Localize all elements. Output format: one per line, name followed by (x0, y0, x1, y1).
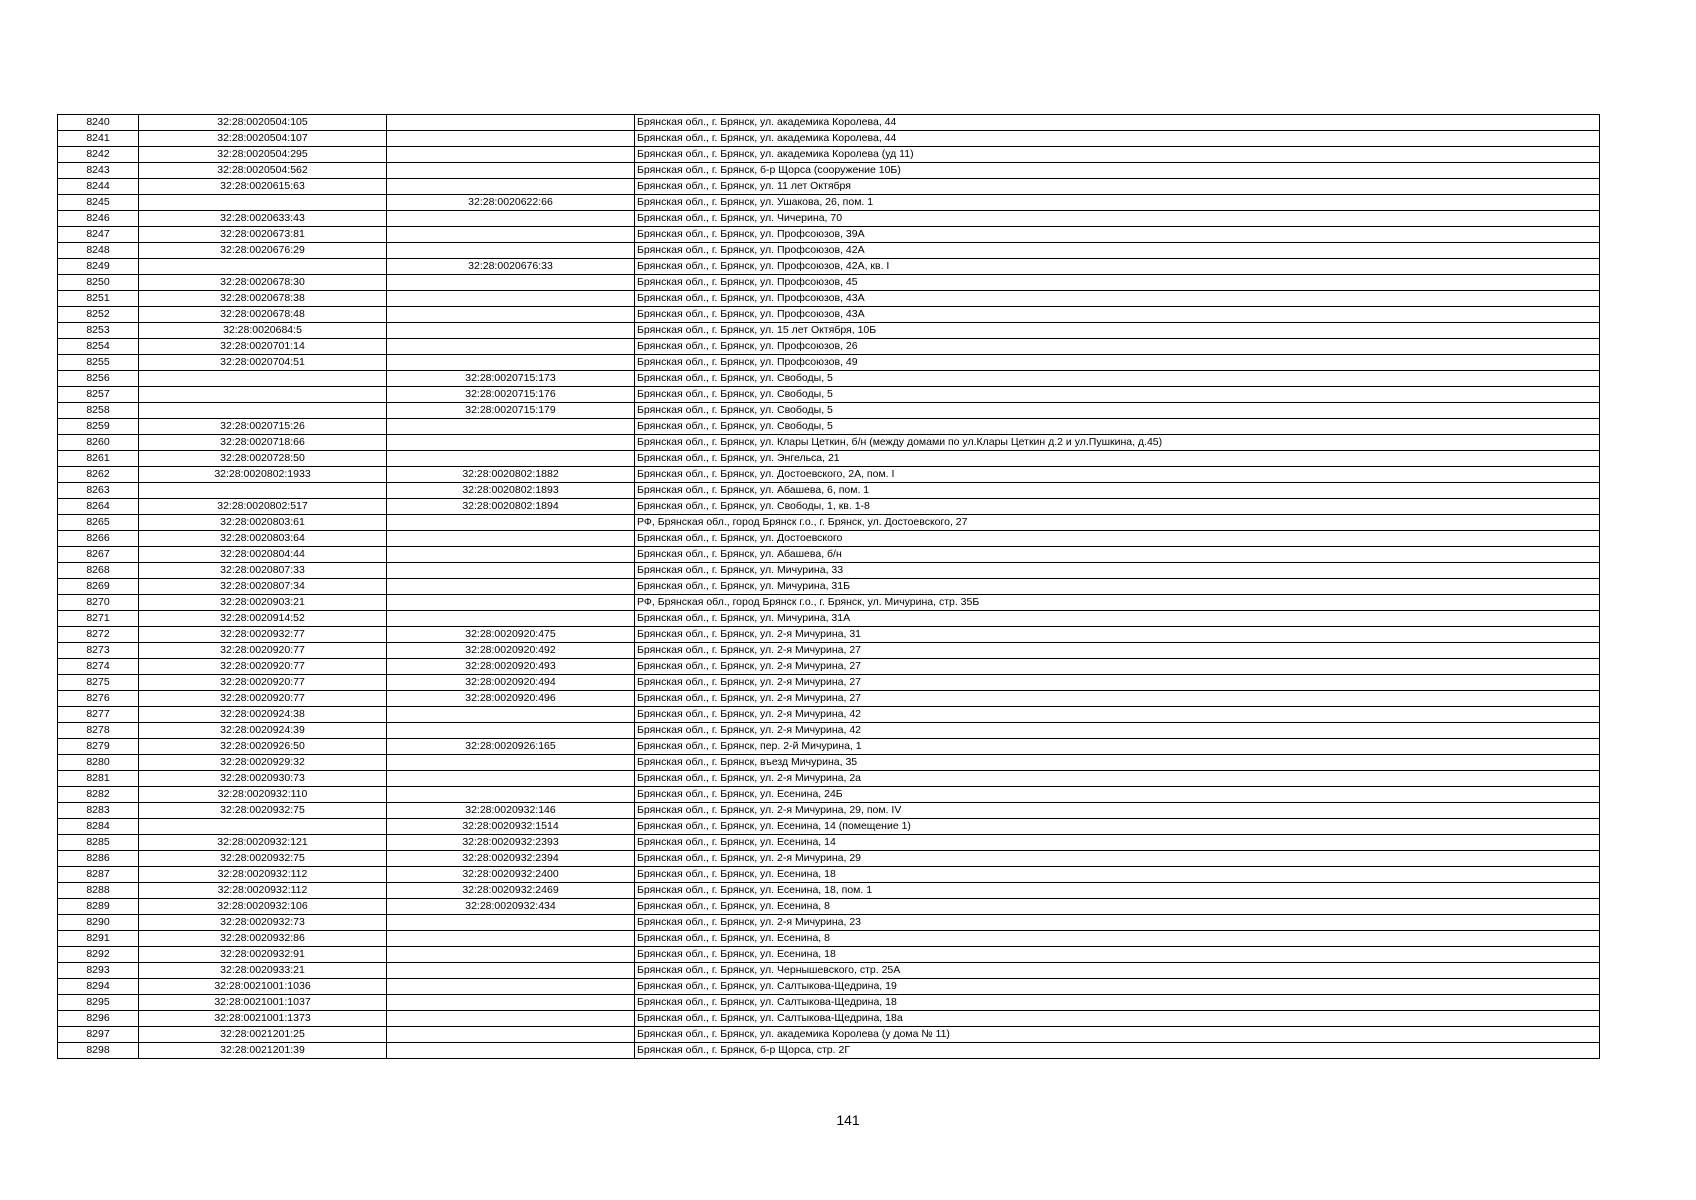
table-row (58, 611, 1600, 627)
land-cadastral-number-cell: 32:28:0020926:50 (139, 739, 387, 755)
table-row (58, 595, 1600, 611)
object-cadastral-number-cell (387, 323, 635, 339)
row-number-cell: 8276 (58, 691, 139, 707)
land-cadastral-number-cell: 32:28:0020715:26 (139, 419, 387, 435)
row-number-cell: 8290 (58, 915, 139, 931)
table-row (58, 787, 1600, 803)
land-cadastral-number-cell: 32:28:0020932:75 (139, 803, 387, 819)
address-cell: Брянская обл., г. Брянск, ул. 11 лет Октября (635, 179, 1600, 195)
row-number-cell: 8266 (58, 531, 139, 547)
table-row (58, 1043, 1600, 1059)
table-row (58, 899, 1600, 915)
object-cadastral-number-cell (387, 515, 635, 531)
table-row (58, 179, 1600, 195)
table-row (58, 915, 1600, 931)
table-row (58, 515, 1600, 531)
object-cadastral-number-cell (387, 915, 635, 931)
object-cadastral-number-cell (387, 275, 635, 291)
address-cell: Брянская обл., г. Брянск, ул. Чернышевского, стр. 25А (635, 963, 1600, 979)
table-row (58, 131, 1600, 147)
address-cell: Брянская обл., г. Брянск, ул. Свободы, 5 (635, 403, 1600, 419)
land-cadastral-number-cell: 32:28:0020804:44 (139, 547, 387, 563)
land-cadastral-number-cell: 32:28:0020802:517 (139, 499, 387, 515)
row-number-cell: 8294 (58, 979, 139, 995)
address-cell: Брянская обл., г. Брянск, ул. Профсоюзов, 42А, кв. I (635, 259, 1600, 275)
object-cadastral-number-cell (387, 787, 635, 803)
address-cell: Брянская обл., г. Брянск, ул. 2-я Мичурина, 27 (635, 643, 1600, 659)
land-cadastral-number-cell: 32:28:0021001:1037 (139, 995, 387, 1011)
address-cell: Брянская обл., г. Брянск, ул. академика Королева (у дома № 11) (635, 1027, 1600, 1043)
land-cadastral-number-cell: 32:28:0020920:77 (139, 659, 387, 675)
row-number-cell: 8279 (58, 739, 139, 755)
row-number-cell: 8278 (58, 723, 139, 739)
land-cadastral-number-cell: 32:28:0020920:77 (139, 691, 387, 707)
row-number-cell: 8292 (58, 947, 139, 963)
address-cell: Брянская обл., г. Брянск, ул. Чичерина, 70 (635, 211, 1600, 227)
address-cell: Брянская обл., г. Брянск, б-р Щорса (сооружение 10Б) (635, 163, 1600, 179)
address-cell: Брянская обл., г. Брянск, ул. академика Королева, 44 (635, 131, 1600, 147)
object-cadastral-number-cell (387, 227, 635, 243)
table-row (58, 419, 1600, 435)
address-cell: Брянская обл., г. Брянск, ул. 2-я Мичурина, 27 (635, 659, 1600, 675)
land-cadastral-number-cell (139, 195, 387, 211)
row-number-cell: 8264 (58, 499, 139, 515)
table-row (58, 659, 1600, 675)
address-cell: Брянская обл., г. Брянск, ул. Клары Цеткин, б/н (между домами по ул.Клары Цеткин д.2 и ул.Пушкина, д.45) (635, 435, 1600, 451)
land-cadastral-number-cell: 32:28:0021201:39 (139, 1043, 387, 1059)
address-cell: Брянская обл., г. Брянск, б-р Щорса, стр. 2Г (635, 1043, 1600, 1059)
table-row (58, 867, 1600, 883)
table-row (58, 467, 1600, 483)
address-cell: Брянская обл., г. Брянск, ул. 2-я Мичурина, 2а (635, 771, 1600, 787)
table-row (58, 1027, 1600, 1043)
object-cadastral-number-cell (387, 995, 635, 1011)
address-cell: Брянская обл., г. Брянск, ул. Профсоюзов, 26 (635, 339, 1600, 355)
row-number-cell: 8246 (58, 211, 139, 227)
row-number-cell: 8259 (58, 419, 139, 435)
land-cadastral-number-cell: 32:28:0021001:1036 (139, 979, 387, 995)
land-cadastral-number-cell: 32:28:0020932:112 (139, 883, 387, 899)
land-cadastral-number-cell (139, 483, 387, 499)
row-number-cell: 8284 (58, 819, 139, 835)
object-cadastral-number-cell: 32:28:0020926:165 (387, 739, 635, 755)
row-number-cell: 8295 (58, 995, 139, 1011)
row-number-cell: 8247 (58, 227, 139, 243)
row-number-cell: 8272 (58, 627, 139, 643)
address-cell: Брянская обл., г. Брянск, ул. академика Королева, 44 (635, 115, 1600, 131)
land-cadastral-number-cell: 32:28:0020704:51 (139, 355, 387, 371)
land-cadastral-number-cell: 32:28:0020802:1933 (139, 467, 387, 483)
address-cell: Брянская обл., г. Брянск, ул. Свободы, 1, кв. 1-8 (635, 499, 1600, 515)
table-row (58, 563, 1600, 579)
address-cell: Брянская обл., г. Брянск, ул. Профсоюзов, 42А (635, 243, 1600, 259)
object-cadastral-number-cell (387, 595, 635, 611)
table-row (58, 163, 1600, 179)
row-number-cell: 8258 (58, 403, 139, 419)
address-cell: Брянская обл., г. Брянск, ул. Абашева, б/н (635, 547, 1600, 563)
address-cell: Брянская обл., г. Брянск, ул. Профсоюзов, 45 (635, 275, 1600, 291)
row-number-cell: 8261 (58, 451, 139, 467)
address-cell: Брянская обл., г. Брянск, ул. Есенина, 8 (635, 931, 1600, 947)
row-number-cell: 8252 (58, 307, 139, 323)
address-cell: Брянская обл., г. Брянск, ул. Есенина, 18 (635, 947, 1600, 963)
table-row (58, 803, 1600, 819)
table-row (58, 211, 1600, 227)
row-number-cell: 8256 (58, 371, 139, 387)
row-number-cell: 8268 (58, 563, 139, 579)
object-cadastral-number-cell (387, 547, 635, 563)
land-cadastral-number-cell: 32:28:0020728:50 (139, 451, 387, 467)
address-cell: Брянская обл., г. Брянск, ул. 2-я Мичурина, 27 (635, 691, 1600, 707)
address-cell: Брянская обл., г. Брянск, ул. 2-я Мичурина, 31 (635, 627, 1600, 643)
land-cadastral-number-cell: 32:28:0020633:43 (139, 211, 387, 227)
object-cadastral-number-cell (387, 579, 635, 595)
address-cell: Брянская обл., г. Брянск, ул. Свободы, 5 (635, 419, 1600, 435)
table-row (58, 387, 1600, 403)
object-cadastral-number-cell: 32:28:0020920:494 (387, 675, 635, 691)
land-cadastral-number-cell: 32:28:0020929:32 (139, 755, 387, 771)
object-cadastral-number-cell (387, 979, 635, 995)
table-row (58, 771, 1600, 787)
land-cadastral-number-cell: 32:28:0020920:77 (139, 675, 387, 691)
row-number-cell: 8242 (58, 147, 139, 163)
object-cadastral-number-cell (387, 115, 635, 131)
address-cell: Брянская обл., г. Брянск, ул. Свободы, 5 (635, 387, 1600, 403)
row-number-cell: 8269 (58, 579, 139, 595)
table-row (58, 147, 1600, 163)
table-row (58, 675, 1600, 691)
land-cadastral-number-cell: 32:28:0020718:66 (139, 435, 387, 451)
object-cadastral-number-cell: 32:28:0020932:2400 (387, 867, 635, 883)
row-number-cell: 8298 (58, 1043, 139, 1059)
land-cadastral-number-cell: 32:28:0020678:30 (139, 275, 387, 291)
table-row (58, 739, 1600, 755)
land-cadastral-number-cell: 32:28:0020932:91 (139, 947, 387, 963)
row-number-cell: 8253 (58, 323, 139, 339)
row-number-cell: 8255 (58, 355, 139, 371)
land-cadastral-number-cell: 32:28:0020932:110 (139, 787, 387, 803)
table-row (58, 531, 1600, 547)
table-row (58, 1011, 1600, 1027)
object-cadastral-number-cell (387, 755, 635, 771)
object-cadastral-number-cell: 32:28:0020622:66 (387, 195, 635, 211)
land-cadastral-number-cell (139, 403, 387, 419)
address-cell: Брянская обл., г. Брянск, ул. 2-я Мичурина, 29, пом. IV (635, 803, 1600, 819)
land-cadastral-number-cell: 32:28:0020932:75 (139, 851, 387, 867)
land-cadastral-number-cell: 32:28:0020615:63 (139, 179, 387, 195)
object-cadastral-number-cell: 32:28:0020676:33 (387, 259, 635, 275)
address-cell: Брянская обл., г. Брянск, ул. Мичурина, 31А (635, 611, 1600, 627)
row-number-cell: 8297 (58, 1027, 139, 1043)
row-number-cell: 8287 (58, 867, 139, 883)
land-cadastral-number-cell: 32:28:0020504:562 (139, 163, 387, 179)
land-cadastral-number-cell: 32:28:0020504:105 (139, 115, 387, 131)
object-cadastral-number-cell (387, 211, 635, 227)
land-cadastral-number-cell: 32:28:0021001:1373 (139, 1011, 387, 1027)
row-number-cell: 8271 (58, 611, 139, 627)
table-row (58, 947, 1600, 963)
table-row (58, 291, 1600, 307)
table-row (58, 483, 1600, 499)
address-cell: Брянская обл., г. Брянск, ул. 15 лет Октября, 10Б (635, 323, 1600, 339)
land-cadastral-number-cell: 32:28:0020932:73 (139, 915, 387, 931)
land-cadastral-number-cell: 32:28:0020504:295 (139, 147, 387, 163)
land-cadastral-number-cell: 32:28:0020924:39 (139, 723, 387, 739)
table-row (58, 227, 1600, 243)
address-cell: Брянская обл., г. Брянск, ул. Есенина, 14 (635, 835, 1600, 851)
object-cadastral-number-cell: 32:28:0020920:493 (387, 659, 635, 675)
land-cadastral-number-cell: 32:28:0020676:29 (139, 243, 387, 259)
object-cadastral-number-cell: 32:28:0020802:1882 (387, 467, 635, 483)
row-number-cell: 8289 (58, 899, 139, 915)
page-number: 141 (836, 1112, 860, 1128)
table-row (58, 723, 1600, 739)
object-cadastral-number-cell (387, 355, 635, 371)
object-cadastral-number-cell (387, 179, 635, 195)
row-number-cell: 8249 (58, 259, 139, 275)
object-cadastral-number-cell (387, 163, 635, 179)
object-cadastral-number-cell: 32:28:0020715:176 (387, 387, 635, 403)
row-number-cell: 8291 (58, 931, 139, 947)
land-cadastral-number-cell: 32:28:0020932:112 (139, 867, 387, 883)
row-number-cell: 8254 (58, 339, 139, 355)
land-cadastral-number-cell (139, 259, 387, 275)
land-cadastral-number-cell: 32:28:0020933:21 (139, 963, 387, 979)
object-cadastral-number-cell (387, 611, 635, 627)
address-cell: Брянская обл., г. Брянск, ул. 2-я Мичурина, 42 (635, 723, 1600, 739)
land-cadastral-number-cell: 32:28:0020701:14 (139, 339, 387, 355)
land-cadastral-number-cell: 32:28:0020930:73 (139, 771, 387, 787)
address-cell: Брянская обл., г. Брянск, ул. Мичурина, 31Б (635, 579, 1600, 595)
address-cell: Брянская обл., г. Брянск, ул. Есенина, 14 (помещение 1) (635, 819, 1600, 835)
address-cell: Брянская обл., г. Брянск, ул. Есенина, 18, пом. 1 (635, 883, 1600, 899)
row-number-cell: 8286 (58, 851, 139, 867)
table-row (58, 707, 1600, 723)
address-cell: Брянская обл., г. Брянск, ул. Есенина, 24Б (635, 787, 1600, 803)
row-number-cell: 8265 (58, 515, 139, 531)
row-number-cell: 8270 (58, 595, 139, 611)
table-row (58, 851, 1600, 867)
object-cadastral-number-cell (387, 963, 635, 979)
row-number-cell: 8243 (58, 163, 139, 179)
row-number-cell: 8250 (58, 275, 139, 291)
object-cadastral-number-cell: 32:28:0020932:434 (387, 899, 635, 915)
land-cadastral-number-cell: 32:28:0020932:106 (139, 899, 387, 915)
object-cadastral-number-cell (387, 931, 635, 947)
land-cadastral-number-cell: 32:28:0020903:21 (139, 595, 387, 611)
address-cell: Брянская обл., г. Брянск, ул. Профсоюзов, 43А (635, 307, 1600, 323)
row-number-cell: 8296 (58, 1011, 139, 1027)
address-cell: Брянская обл., г. Брянск, ул. Профсоюзов, 43А (635, 291, 1600, 307)
address-cell: Брянская обл., г. Брянск, въезд Мичурина, 35 (635, 755, 1600, 771)
table-row (58, 883, 1600, 899)
row-number-cell: 8260 (58, 435, 139, 451)
table-row (58, 195, 1600, 211)
table-row (58, 963, 1600, 979)
table-row (58, 275, 1600, 291)
object-cadastral-number-cell: 32:28:0020920:475 (387, 627, 635, 643)
row-number-cell: 8244 (58, 179, 139, 195)
address-cell: Брянская обл., г. Брянск, ул. Достоевского (635, 531, 1600, 547)
table-row (58, 979, 1600, 995)
land-cadastral-number-cell: 32:28:0020678:38 (139, 291, 387, 307)
land-cadastral-number-cell: 32:28:0020932:121 (139, 835, 387, 851)
land-cadastral-number-cell: 32:28:0020920:77 (139, 643, 387, 659)
cadastral-table (57, 114, 1600, 1059)
object-cadastral-number-cell: 32:28:0020802:1894 (387, 499, 635, 515)
object-cadastral-number-cell: 32:28:0020920:492 (387, 643, 635, 659)
row-number-cell: 8248 (58, 243, 139, 259)
address-cell: Брянская обл., г. Брянск, ул. Есенина, 18 (635, 867, 1600, 883)
address-cell: Брянская обл., г. Брянск, ул. Салтыкова-Щедрина, 19 (635, 979, 1600, 995)
address-cell: Брянская обл., г. Брянск, ул. Салтыкова-Щедрина, 18 (635, 995, 1600, 1011)
object-cadastral-number-cell (387, 1027, 635, 1043)
object-cadastral-number-cell (387, 1043, 635, 1059)
object-cadastral-number-cell (387, 435, 635, 451)
table-row (58, 115, 1600, 131)
table-row (58, 355, 1600, 371)
object-cadastral-number-cell: 32:28:0020932:2394 (387, 851, 635, 867)
row-number-cell: 8241 (58, 131, 139, 147)
row-number-cell: 8293 (58, 963, 139, 979)
object-cadastral-number-cell (387, 131, 635, 147)
object-cadastral-number-cell (387, 1011, 635, 1027)
row-number-cell: 8263 (58, 483, 139, 499)
address-cell: Брянская обл., г. Брянск, ул. Достоевского, 2А, пом. I (635, 467, 1600, 483)
land-cadastral-number-cell (139, 387, 387, 403)
object-cadastral-number-cell: 32:28:0020932:146 (387, 803, 635, 819)
land-cadastral-number-cell: 32:28:0020932:77 (139, 627, 387, 643)
object-cadastral-number-cell: 32:28:0020920:496 (387, 691, 635, 707)
row-number-cell: 8262 (58, 467, 139, 483)
table-body (58, 115, 1600, 1059)
object-cadastral-number-cell (387, 531, 635, 547)
land-cadastral-number-cell: 32:28:0020807:33 (139, 563, 387, 579)
land-cadastral-number-cell: 32:28:0020673:81 (139, 227, 387, 243)
address-cell: Брянская обл., г. Брянск, ул. Профсоюзов, 39А (635, 227, 1600, 243)
object-cadastral-number-cell (387, 771, 635, 787)
table-row (58, 499, 1600, 515)
address-cell: Брянская обл., г. Брянск, ул. Профсоюзов, 49 (635, 355, 1600, 371)
address-cell: Брянская обл., г. Брянск, ул. Ушакова, 26, пом. 1 (635, 195, 1600, 211)
object-cadastral-number-cell: 32:28:0020715:179 (387, 403, 635, 419)
row-number-cell: 8285 (58, 835, 139, 851)
address-cell: РФ, Брянская обл., город Брянск г.о., г. Брянск, ул. Мичурина, стр. 35Б (635, 595, 1600, 611)
land-cadastral-number-cell: 32:28:0020678:48 (139, 307, 387, 323)
table-row (58, 819, 1600, 835)
table-row (58, 435, 1600, 451)
land-cadastral-number-cell: 32:28:0020924:38 (139, 707, 387, 723)
object-cadastral-number-cell (387, 947, 635, 963)
land-cadastral-number-cell: 32:28:0021201:25 (139, 1027, 387, 1043)
table-row (58, 995, 1600, 1011)
address-cell: Брянская обл., г. Брянск, ул. 2-я Мичурина, 27 (635, 675, 1600, 691)
address-cell: Брянская обл., г. Брянск, ул. 2-я Мичурина, 23 (635, 915, 1600, 931)
table-row (58, 643, 1600, 659)
object-cadastral-number-cell: 32:28:0020932:2469 (387, 883, 635, 899)
table-row (58, 931, 1600, 947)
address-cell: Брянская обл., г. Брянск, ул. 2-я Мичурина, 29 (635, 851, 1600, 867)
row-number-cell: 8288 (58, 883, 139, 899)
object-cadastral-number-cell: 32:28:0020715:173 (387, 371, 635, 387)
address-cell: Брянская обл., г. Брянск, ул. Энгельса, 21 (635, 451, 1600, 467)
address-cell: Брянская обл., г. Брянск, ул. Абашева, 6, пом. 1 (635, 483, 1600, 499)
address-cell: РФ, Брянская обл., город Брянск г.о., г. Брянск, ул. Достоевского, 27 (635, 515, 1600, 531)
row-number-cell: 8282 (58, 787, 139, 803)
table-row (58, 835, 1600, 851)
row-number-cell: 8274 (58, 659, 139, 675)
object-cadastral-number-cell (387, 243, 635, 259)
table-row (58, 547, 1600, 563)
land-cadastral-number-cell: 32:28:0020932:86 (139, 931, 387, 947)
table-row (58, 451, 1600, 467)
row-number-cell: 8277 (58, 707, 139, 723)
row-number-cell: 8245 (58, 195, 139, 211)
land-cadastral-number-cell: 32:28:0020803:64 (139, 531, 387, 547)
object-cadastral-number-cell (387, 707, 635, 723)
object-cadastral-number-cell: 32:28:0020932:1514 (387, 819, 635, 835)
land-cadastral-number-cell: 32:28:0020803:61 (139, 515, 387, 531)
table-row (58, 323, 1600, 339)
object-cadastral-number-cell (387, 339, 635, 355)
row-number-cell: 8283 (58, 803, 139, 819)
row-number-cell: 8251 (58, 291, 139, 307)
table-row (58, 691, 1600, 707)
land-cadastral-number-cell: 32:28:0020914:52 (139, 611, 387, 627)
row-number-cell: 8240 (58, 115, 139, 131)
address-cell: Брянская обл., г. Брянск, ул. 2-я Мичурина, 42 (635, 707, 1600, 723)
land-cadastral-number-cell: 32:28:0020807:34 (139, 579, 387, 595)
land-cadastral-number-cell (139, 819, 387, 835)
object-cadastral-number-cell (387, 563, 635, 579)
row-number-cell: 8267 (58, 547, 139, 563)
table-row (58, 403, 1600, 419)
object-cadastral-number-cell (387, 307, 635, 323)
table-row (58, 259, 1600, 275)
table-row (58, 307, 1600, 323)
row-number-cell: 8273 (58, 643, 139, 659)
object-cadastral-number-cell: 32:28:0020802:1893 (387, 483, 635, 499)
object-cadastral-number-cell (387, 723, 635, 739)
row-number-cell: 8280 (58, 755, 139, 771)
address-cell: Брянская обл., г. Брянск, ул. Мичурина, 33 (635, 563, 1600, 579)
table-row (58, 243, 1600, 259)
land-cadastral-number-cell (139, 371, 387, 387)
land-cadastral-number-cell: 32:28:0020684:5 (139, 323, 387, 339)
row-number-cell: 8257 (58, 387, 139, 403)
table-row (58, 579, 1600, 595)
table-row (58, 627, 1600, 643)
object-cadastral-number-cell (387, 419, 635, 435)
address-cell: Брянская обл., г. Брянск, ул. Есенина, 8 (635, 899, 1600, 915)
land-cadastral-number-cell: 32:28:0020504:107 (139, 131, 387, 147)
address-cell: Брянская обл., г. Брянск, пер. 2-й Мичурина, 1 (635, 739, 1600, 755)
row-number-cell: 8275 (58, 675, 139, 691)
address-cell: Брянская обл., г. Брянск, ул. Салтыкова-Щедрина, 18а (635, 1011, 1600, 1027)
address-cell: Брянская обл., г. Брянск, ул. академика Королева (уд 11) (635, 147, 1600, 163)
object-cadastral-number-cell (387, 451, 635, 467)
object-cadastral-number-cell (387, 291, 635, 307)
table-row (58, 371, 1600, 387)
object-cadastral-number-cell (387, 147, 635, 163)
table-row (58, 339, 1600, 355)
address-cell: Брянская обл., г. Брянск, ул. Свободы, 5 (635, 371, 1600, 387)
table-row (58, 755, 1600, 771)
object-cadastral-number-cell: 32:28:0020932:2393 (387, 835, 635, 851)
row-number-cell: 8281 (58, 771, 139, 787)
